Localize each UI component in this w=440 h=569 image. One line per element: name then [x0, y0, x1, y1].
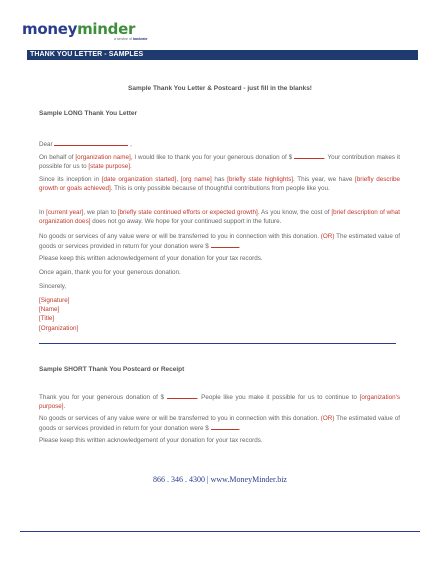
long-letter-heading: Sample LONG Thank You Letter — [39, 110, 137, 117]
short-postcard-heading: Sample SHORT Thank You Postcard or Receipt — [39, 366, 185, 373]
contact-footer: 866 . 346 . 4300 | www.MoneyMinder.biz — [153, 475, 287, 484]
name-line: [Name] — [39, 306, 60, 314]
short-paragraph-1: Thank you for your generous donation of $ . People like you make it possible for us to continue to [organization's purpose]. — [39, 394, 401, 411]
logo-tagline: a service of bankrate — [114, 37, 148, 41]
organization-line: [Organization] — [39, 324, 79, 332]
signature-line: [Signature] — [39, 297, 70, 304]
section-divider — [39, 343, 396, 344]
long-paragraph-2: Since its inception in [date organization started], [org name] has [briefly state highlights]. This year, we have [briefly describe growth or goals achieved]. This is only possible because of thoughtful contributions from people like you. — [39, 176, 401, 193]
long-paragraph-1: On behalf of [organization name], I would like to thank you for your generous donation of $ . Your contribution makes it possible for us to [state purpose]. — [39, 154, 400, 171]
bottom-divider — [20, 531, 420, 532]
long-paragraph-6: Once again, thank you for your generous donation. — [39, 269, 181, 276]
page-title: Sample Thank You Letter & Postcard - just fill in the blanks! — [128, 85, 312, 92]
value-blank — [211, 241, 239, 248]
short-value-blank — [211, 423, 239, 430]
long-paragraph-4: No goods or services of any value were or will be transferred to you in connection with this donation. (OR) The estimated value of goods or services provided in return for your donation were $ . — [39, 233, 400, 251]
amount-blank — [294, 152, 324, 159]
sincerely-line: Sincerely, — [39, 283, 67, 290]
title-line: [Title] — [39, 315, 55, 323]
dear-line: Dear , — [39, 141, 132, 148]
recipient-blank — [54, 139, 128, 146]
section-banner: THANK YOU LETTER - SAMPLES — [27, 50, 418, 60]
long-paragraph-3: In [current year], we plan to [briefly state continued efforts or expected growth]. As you know, the cost of [brief description of what organization does] does not go away. We hope for your continued support in the future. — [39, 209, 400, 226]
signature-block — [39, 296, 400, 333]
short-amount-blank — [167, 392, 197, 399]
short-paragraph-3: Please keep this written acknowledgement of your donation for your tax records. — [39, 437, 263, 444]
long-paragraph-5: Please keep this written acknowledgement of your donation for your tax records. — [39, 255, 263, 262]
short-paragraph-2: No goods or services of any value were or will be transferred to you in connection with this donation. (OR) The estimated value of goods or services provided in return for your donation were $ . — [39, 415, 400, 433]
logo-wordmark: moneyminder — [22, 20, 136, 38]
money-minder-logo — [22, 20, 148, 44]
